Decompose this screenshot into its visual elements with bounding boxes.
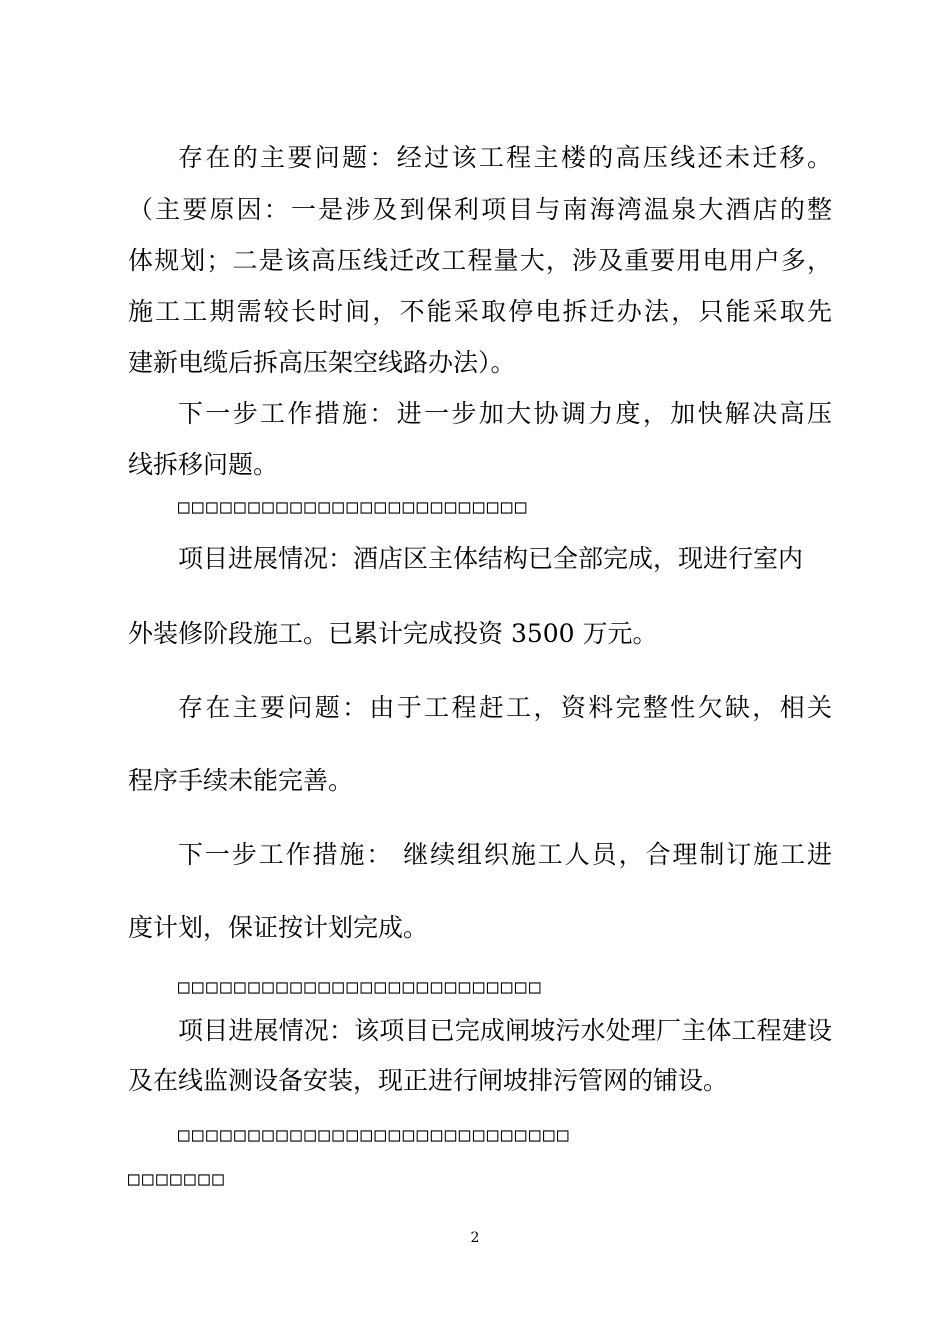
paragraph-line: （主要原因：一是涉及到保利项目与南海湾温泉大酒店的整 — [128, 195, 832, 224]
page-number: 2 — [470, 1230, 480, 1246]
paragraph-line: 体规划；二是该高压线迁改工程量大，涉及重要用电用户多， — [128, 246, 832, 275]
paragraph-line: 施工工期需较长时间，不能采取停电拆迁办法，只能采取先 — [128, 297, 832, 326]
paragraph-line: 建新电缆后拆高压架空线路办法）。 — [128, 348, 516, 377]
paragraph-line: 外装修阶段施工。已累计完成投资 3500 万元。 — [128, 619, 658, 648]
paragraph-line: 线拆移问题。 — [128, 450, 279, 479]
paragraph-line: 及在线监测设备安装，现正进行闸坡排污管网的铺设。 — [128, 1066, 729, 1095]
paragraph-text: ：酒店区主体结构已全部完成，现进行室内 — [328, 544, 804, 573]
paragraph-line: 存在主要问题：由于工程赶工，资料完整性欠缺，相关 — [178, 693, 832, 722]
placeholder-glyphs: □□□□□□□□□□□□□□□□□□□□□□□□□□ — [178, 976, 544, 998]
placeholder-glyphs: □□□□□□□ — [128, 1168, 227, 1190]
paragraph-line: 度计划，保证按计划完成。 — [128, 913, 429, 942]
section-label: 项目进展情况 — [178, 544, 329, 573]
placeholder-glyphs: □□□□□□□□□□□□□□□□□□□□□□□□□□□□ — [178, 1124, 572, 1146]
paragraph-line — [178, 544, 832, 574]
paragraph-line: 项目进展情况：该项目已完成闸坡污水处理厂主体工程建设 — [178, 1016, 832, 1045]
paragraph-line: 存在的主要问题：经过该工程主楼的高压线还未迁移。 — [178, 143, 832, 172]
paragraph-line: 下一步工作措施：进一步加大协调力度，加快解决高压 — [178, 399, 832, 428]
placeholder-glyphs: □□□□□□□□□□□□□□□□□□□□□□□□□ — [178, 496, 529, 518]
paragraph-line: 下一步工作措施： 继续组织施工人员，合理制订施工进 — [178, 840, 832, 869]
paragraph-line: 程序手续未能完善。 — [128, 766, 354, 795]
